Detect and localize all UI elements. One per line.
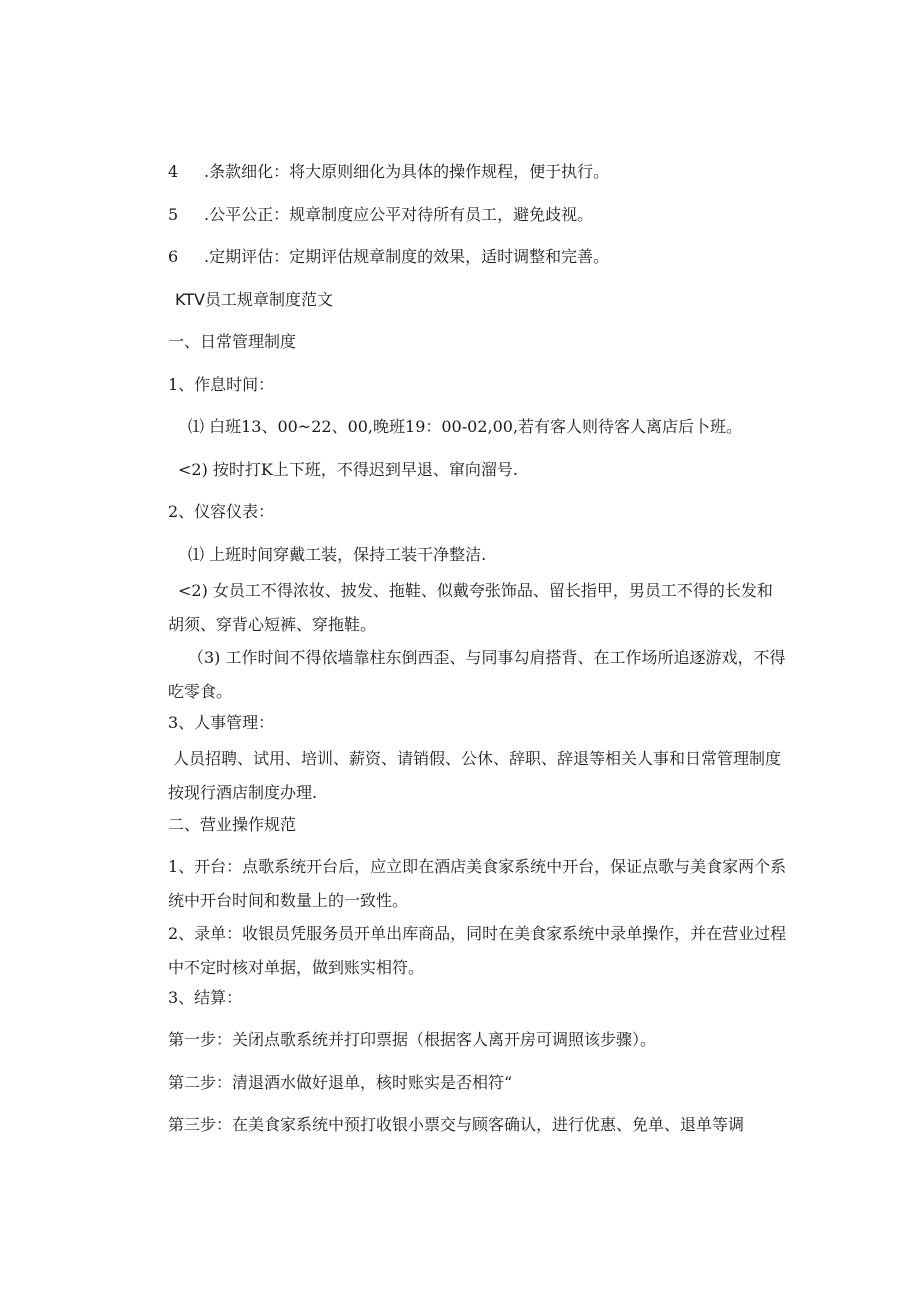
section-title: KTV员工规章制度范文 — [175, 290, 333, 309]
item-number: 4 — [168, 162, 179, 181]
paragraph-shift-times: ⑴ 白班13、00~22、00,晚班19：00-02,00,若有客人则待客人离店后卜班。 — [188, 417, 743, 436]
item-text: .条款细化：将大原则细化为具体的操作规程，便于执行。 — [204, 162, 610, 181]
step-one: 第一步：关闭点歌系统并打印票据（根据客人离开房可调照该步骤）。 — [168, 1030, 657, 1049]
heading-operations: 二、营业操作规范 — [168, 815, 297, 834]
paragraph-grooming: <2) 女员工不得浓妆、披发、拖鞋、似戴夸张饰品、留长指甲，男员工不得的长发和胡须、穿背心短裤、穿拖鞋。 — [168, 581, 773, 634]
paragraph-conduct: （3) 工作时间不得依墙靠柱东倒西歪、与同事勾肩搭背、在工作场所追逐游戏，不得吃零食。 — [168, 648, 786, 701]
paragraph-hr: 人员招聘、试用、培训、薪资、请销假、公休、辞职、辞退等相关人事和日常管理制度按现行酒店制度办理. — [168, 749, 782, 802]
item-text: .公平公正：规章制度应公平对待所有员工，避免歧视。 — [204, 205, 594, 224]
list-item-6 — [168, 247, 609, 267]
step-two: 第二步：清退酒水做好退单，核时账实是否相符“ — [168, 1073, 513, 1092]
subheading-settlement: 3、结算： — [168, 988, 243, 1007]
subheading-hr: 3、人事管理： — [168, 713, 275, 732]
list-item-4 — [168, 162, 609, 182]
subheading-work-hours: 1、作息时间： — [168, 375, 275, 394]
heading-daily-management: 一、日常管理制度 — [168, 332, 297, 351]
subheading-appearance: 2、仪容仪表： — [168, 502, 275, 521]
paragraph-open-table: 1、开台：点歌系统开台后，应立即在酒店美食家系统中开台，保证点歌与美食家两个系统中开台时间和数量上的一致性。 — [168, 857, 787, 910]
paragraph-order-entry: 2、录单：收银员凭服务员开单出库商品，同时在美食家系统中录单操作，并在营业过程中不定时核对单据，做到账实相符。 — [168, 924, 787, 977]
item-number: 5 — [168, 205, 179, 224]
item-text: .定期评估：定期评估规章制度的效果，适时调整和完善。 — [204, 247, 610, 266]
item-number: 6 — [168, 247, 179, 266]
paragraph-clock-in: <2) 按时打K上下班，不得迟到早退、窜向溜号. — [178, 460, 518, 479]
step-three: 第三步：在美食家系统中预打收银小票交与顾客确认，进行优惠、免单、退单等调 — [168, 1115, 745, 1134]
list-item-5 — [168, 205, 593, 225]
paragraph-uniform: ⑴ 上班时间穿戴工装，保持工装干净整洁. — [188, 545, 487, 564]
